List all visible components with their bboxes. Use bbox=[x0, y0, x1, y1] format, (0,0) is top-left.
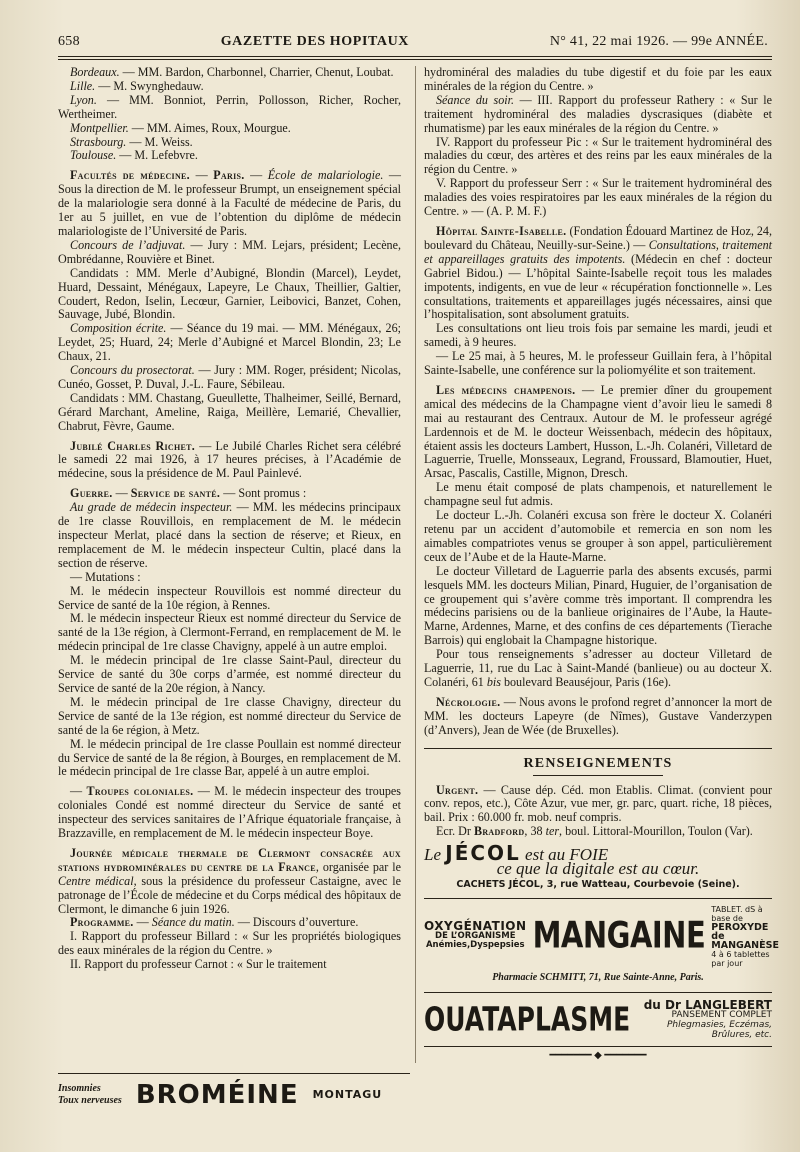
left-paragraph: Toulouse. — M. Lefebvre. bbox=[70, 148, 198, 163]
bromeine-maker: MONTAGU bbox=[312, 1088, 383, 1102]
left-paragraph: Concours de l’adjuvat. — Jury : MM. Lejars, président; Lecène, Ombrédanne, Rouvière et Binet. bbox=[58, 237, 401, 266]
columns bbox=[58, 65, 779, 1063]
left-paragraph: M. le médecin principal de 1re classe Poullain est nommé directeur du Service de santé de la 8e région, à Bourges, en remplacement de M. le médecin principal de 1re classe Bar, appelé à un autre emploi. bbox=[58, 736, 401, 779]
left-paragraph: Au grade de médecin inspecteur. — MM. les médecins principaux de 1re classe Rouvillois, en remplacement de M. le médecin inspecteur Merlat, placé dans la section de réserve; et Rieux, en remplacement de M. le médecin inspecteur Cultin, placé dans la section de réserve. bbox=[58, 500, 401, 570]
left-paragraph: Lyon. — MM. Bonniot, Perrin, Pollosson, Richer, Rocher, Wertheimer. bbox=[58, 92, 401, 121]
page-number: 658 bbox=[58, 34, 80, 49]
left-paragraph: Strasbourg. — M. Weiss. bbox=[70, 134, 193, 149]
right-paragraph: Les consultations ont lieu trois fois par semaine les mardi, jeudi et samedi, à 9 heures. bbox=[424, 321, 772, 350]
right-paragraph: Nécrologie. — Nous avons le profond regret d’annoncer la mort de MM. les docteurs Lapeyre (de Nîmes), Gustave Vanderzypen (d’Anvers), Jean de Wée (de Bruxelles). bbox=[424, 694, 772, 737]
left-paragraph: I. Rapport du professeur Billard : « Sur les propriétés biologiques des eaux minérales de la région du Centre. » bbox=[58, 929, 401, 958]
mangaine-oxygenation: OXYGÉNATION bbox=[424, 919, 527, 934]
left-paragraph: Lille. — M. Swynghedauw. bbox=[70, 78, 204, 93]
ad-mangaine bbox=[424, 898, 779, 968]
right-paragraph: Pour tous renseignements s’adresser au docteur Villetard de Laguerrie, 11, rue du Lac à Saint-Mandé (banlieue) ou au docteur X. Colanéri, 61 bis boulevard Beauséjour, Paris (16e). bbox=[424, 647, 772, 689]
renseignements-ad: Urgent. — Cause dép. Céd. mon Etablis. Climat. (convient pour conv. repos, etc.), Côte Azur, vue mer, gr. parc, quart. riche, 18 pièces, bail. Prix : 60.000 fr. mob. neuf compris. bbox=[424, 782, 772, 825]
jecol-suffix: est au FOIE bbox=[525, 845, 609, 865]
right-paragraph: IV. Rapport du professeur Pic : « Sur le traitement hydrominéral des maladies du cœur, des artères et des reins par les eaux minérales de la région du Centre. » bbox=[424, 134, 772, 177]
right-paragraph: — Le 25 mai, à 5 heures, M. le professeur Guillain fera, à l’hôpital Sainte-Isabelle, une conférence sur la poliomyélite et son traitement. bbox=[424, 349, 772, 378]
left-paragraph: M. le médecin inspecteur Rieux est nommé directeur du Service de santé de la 13e région, à Clermont-Ferrand, en remplacement de M. le médecin principal de 1re classe Chavigny, appelé à un autre emploi. bbox=[58, 611, 401, 654]
left-paragraph: Composition écrite. — Séance du 19 mai. — MM. Ménégaux, 26; Leydet, 25; Huard, 24; Merle d’Aubigné et Marcel Blondin, 23; Le Chaux, 21. bbox=[58, 321, 401, 364]
right-paragraph: V. Rapport du professeur Serr : « Sur le traitement hydrominéral des maladies des voies respiratoires par les eaux minérales de la région du Centre. » — (A. P. M. F.) bbox=[424, 176, 772, 219]
bromeine-insomnies: Insomnies bbox=[58, 1082, 101, 1094]
left-paragraph: Journée médicale thermale de Clermont consacrée aux stations hydrominérales du centre de la France, organisée par le Centre médical, sous la présidence du professeur Castaigne, avec le patronage de l’École de médecine et du Corps médical des hôpitaux de Clermont, le dimanche 6 juin 1926. bbox=[58, 845, 401, 916]
left-paragraph: Montpellier. — MM. Aimes, Roux, Mourgue. bbox=[70, 120, 291, 135]
ouataplasme-subtitle: PANSEMENT COMPLET bbox=[671, 1009, 772, 1020]
left-paragraph: — Mutations : bbox=[70, 569, 141, 584]
ad-ouataplasme bbox=[424, 992, 772, 1040]
right-paragraph: Hôpital Sainte-Isabelle. (Fondation Édouard Martinez de Hoz, 24, boulevard du Château, Neuilly-sur-Seine.) — Consultations, traitement et appareillages gratuits des impotents. (Médecin en chef : docteur Gabriel Bidou.) — L’hôpital Sainte-Isabelle reçoit tous les malades impotents, indigents, en vue de leur « récupération fonctionnelle ». Les consultations, traitements et appareillages jugés nécessaires, ainsi que l’hospitalisation, sont absolument gratuits. bbox=[424, 223, 773, 322]
running-head bbox=[58, 34, 772, 54]
mangaine-peroxyde: PEROXYDE de MANGANÈSE bbox=[711, 921, 779, 951]
right-paragraph: Les médecins champenois. — Le premier dîner du groupement amical des médecins de la Champagne vient d’avoir lieu le samedi 8 mai au restaurant des Centraux. Autour de M. le professeur agrégé Lardennois et de M. le docteur Weissenbach, médecin des hôpitaux, étaient assis les docteurs Lambert, Husson, L.-Jh. Colanéri, Villetard de Laguerrie, Truelle, Monsseaux, Legrand, Froussard, Blamoutier, Huet, Arsac, Pascalis, Castille, Mignon, Dresch. bbox=[424, 382, 772, 481]
ouataplasme-uses: Phlegmasies, Eczémas, Brûlures, etc. bbox=[666, 1019, 772, 1040]
header-rule bbox=[58, 56, 772, 60]
right-paragraph: Séance du soir. — III. Rapport du professeur Rathery : « Sur le traitement hydrominéral des maladies dyscrasiques (diabète et rhumatisme) par les eaux minérales de la région du Centre. » bbox=[424, 92, 772, 135]
right-paragraph: Le menu était composé de plats champenois, et naturellement le champagne seul fut admis. bbox=[424, 480, 772, 509]
mangaine-dosage: 4 à 6 tablettes par jour bbox=[711, 949, 770, 968]
jecol-brand: JÉCOL bbox=[445, 841, 521, 866]
left-paragraph: Candidats : MM. Merle d’Aubigné, Blondin (Marcel), Leydet, Huard, Dessaint, Ménégaux, Lapeyre, Le Chaux, Theillier, Galtier, Coudert, Redon, Iselin, Lecœur, Garnier, Leibovici, Banzet, Cohen, Sauvage, Jubé, Blondin. bbox=[58, 265, 401, 322]
renseignements-contact: Ecr. Dr Bradford, 38 ter, boul. Littoral-Mourillon, Toulon (Var). bbox=[436, 824, 753, 839]
left-paragraph: II. Rapport du professeur Carnot : « Sur le traitement bbox=[70, 957, 327, 972]
renseignements-rule bbox=[533, 775, 663, 776]
bottom-rule bbox=[424, 1046, 772, 1047]
journal-title: GAZETTE DES HOPITAUX bbox=[220, 34, 410, 49]
ad-jecol bbox=[424, 841, 772, 892]
right-paragraph: hydrominéral des maladies du tube digestif et du foie par les eaux minérales de la région du Centre. » bbox=[424, 65, 772, 93]
right-column-text bbox=[424, 66, 772, 738]
jecol-address: CACHETS JÉCOL, 3, rue Watteau, Courbevoie (Seine). bbox=[456, 878, 740, 890]
ad-bromeine bbox=[58, 1073, 410, 1110]
right-column bbox=[415, 65, 779, 1063]
left-paragraph: — Troupes coloniales. — M. le médecin inspecteur des troupes coloniales Condé est nommé directeur du Service de santé et inspecteur des services sanitaires de l’Afrique équatoriale française, à Brazzaville, en remplacement de M. le médecin inspecteur Boye. bbox=[58, 784, 401, 841]
renseignements-title: RENSEIGNEMENTS bbox=[424, 748, 772, 771]
left-paragraph: Candidats : MM. Chastang, Gueullette, Thalheimer, Seillé, Bernard, Gérard Marchant, Ameline, Raiga, Meillère, Lemarié, Chevallier, Chabrut, Fèvre, Gaume. bbox=[58, 390, 401, 433]
jecol-prefix: Le bbox=[424, 845, 441, 865]
mangaine-indications: Anémies,Dyspepsies bbox=[425, 940, 525, 951]
ad-schmitt: Pharmacie SCHMITT, 71, Rue Sainte-Anne, Paris. bbox=[492, 971, 704, 983]
bromeine-brand: BROMÉINE bbox=[135, 1079, 299, 1110]
mangaine-tablet: TABLET. dS à base de bbox=[711, 904, 763, 923]
left-paragraph: Programme. — Séance du matin. — Discours d’ouverture. bbox=[70, 915, 359, 930]
right-paragraph: Le docteur L.-Jh. Colanéri excusa son frère le docteur X. Colanéri retenu par un accident d’automobile et remercia en son nom les aimables compatriotes venus se grouper à son appel, particulièrement ceux de l’Aube et de la Haute-Marne. bbox=[424, 508, 772, 564]
left-paragraph: Bordeaux. — MM. Bardon, Charbonnel, Charrier, Chenut, Loubat. bbox=[70, 65, 394, 79]
left-paragraph: M. le médecin principal de 1re classe Saint-Paul, directeur du Service de santé du 30e corps d’armée, est nommé directeur du Service de santé de la 20e région, à Nancy. bbox=[58, 653, 401, 695]
jecol-line2: ce que la digitale est au cœur. bbox=[496, 859, 700, 879]
left-paragraph: Jubilé Charles Richet. — Le Jubilé Charles Richet sera célébré le samedi 22 mai 1926, à 17 heures précises, à l’Académie de médecine, sous la présidence de M. Paul Painlevé. bbox=[58, 438, 401, 481]
mangaine-organisme: DE L’ORGANISME bbox=[435, 930, 516, 941]
left-column bbox=[58, 66, 401, 1063]
bromeine-toux: Toux nerveuses bbox=[58, 1094, 122, 1106]
issue-info: N° 41, 22 mai 1926. — 99e ANNÉE. bbox=[549, 34, 768, 49]
left-paragraph: Guerre. — Service de santé. — Sont promus : bbox=[70, 486, 307, 501]
left-paragraph: Concours du prosectorat. — Jury : MM. Roger, président; Nicolas, Cunéo, Gosset, P. Duval, J.-L. Faure, Sébileau. bbox=[58, 363, 401, 391]
left-paragraph: M. le médecin principal de 1re classe Chavigny, directeur du Service de santé de la 13e région, est nommé directeur du Service de santé de la 6e région, à Metz. bbox=[58, 694, 401, 737]
right-paragraph: Le docteur Villetard de Laguerrie parla des absents excusés, parmi lesquels MM. les docteurs Milian, Pinard, Huguier, de l’organisation de ce groupement qui s’avère comme très important. Il comprendra les médecins parisiens ou de la banlieue originaires de l’Aube, la Haute-Marne, Ardennes, Marne, et des confins de ces départements (Tierache Barrois) qui englobait la Champagne historique. bbox=[424, 563, 772, 648]
mangaine-brand: MANGAINE bbox=[532, 913, 706, 957]
ornament-divider: ━━━━━━━ ◆ ━━━━━━━ bbox=[549, 1049, 647, 1061]
ouataplasme-doctor: du Dr LANGLEBERT bbox=[643, 997, 772, 1012]
ouataplasme-brand: OUATAPLASME bbox=[424, 1000, 631, 1039]
left-paragraph: Facultés de médecine. — Paris. — École de malariologie. — Sous la direction de M. le professeur Brumpt, un enseignement spécial de la malariologie sera donné à la Faculté de médecine de Paris, du 1er au 5 juillet, en vue de l’obtention du diplôme de médecin malariologiste de l’Université de Paris. bbox=[58, 168, 402, 238]
left-paragraph: M. le médecin inspecteur Rouvillois est nommé directeur du Service de santé de la 10e région, à Rennes. bbox=[58, 583, 401, 612]
